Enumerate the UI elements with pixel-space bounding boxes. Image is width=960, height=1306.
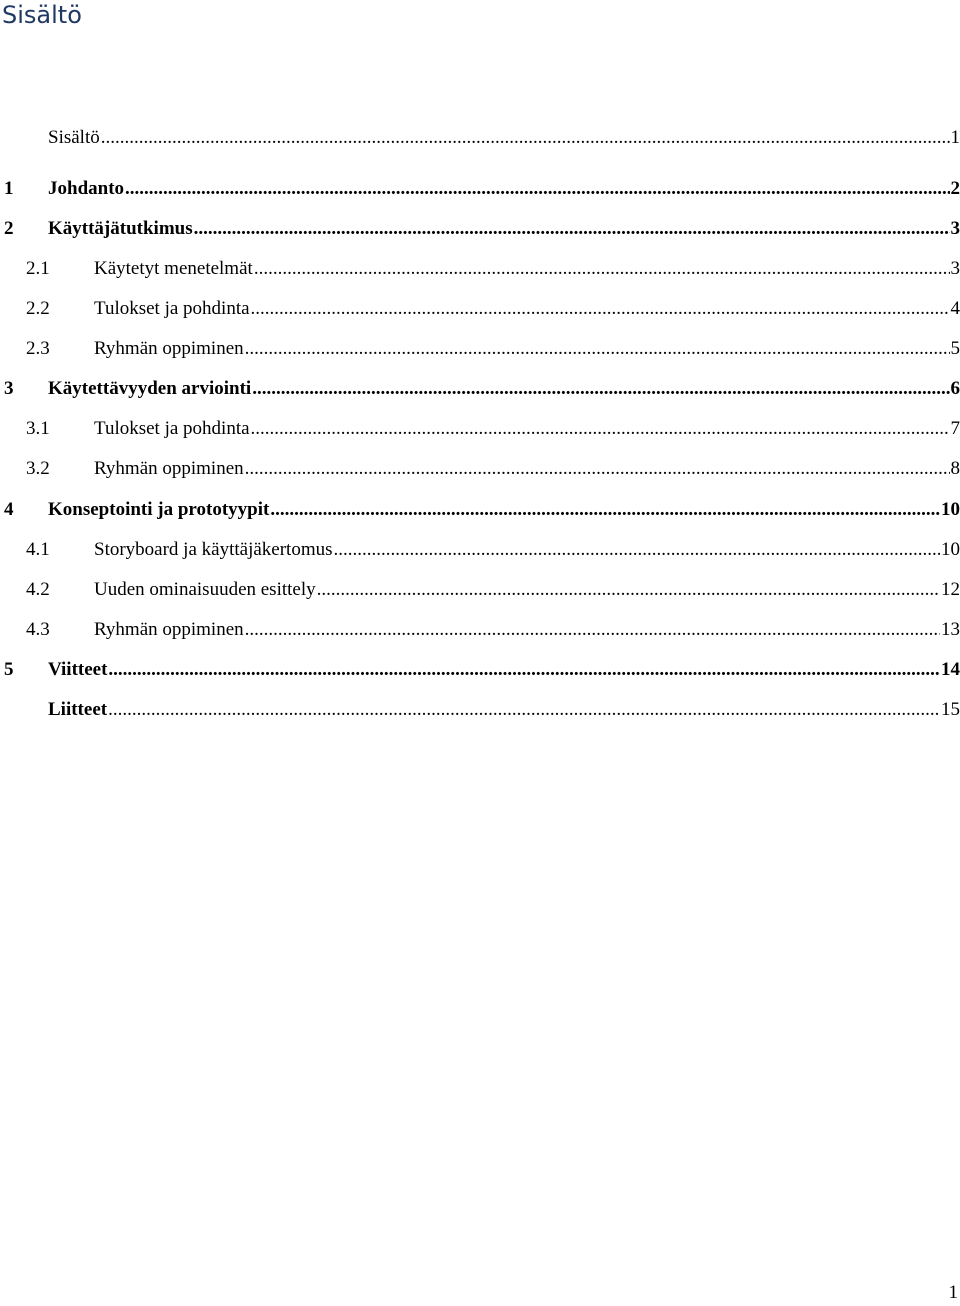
toc-entry-kayttajatutkimus[interactable] [0,216,960,242]
dot-leader [245,336,950,362]
page-number: 1 [948,1282,958,1303]
toc-entry-number: 3 [4,378,14,399]
toc-entry-title: Sisältö [48,127,100,148]
toc-entry-page: 12 [941,579,960,600]
toc-entry-page: 5 [950,338,960,359]
toc-entry-page: 7 [950,418,960,439]
toc-entry-page: 2 [950,178,960,199]
toc-entry-number: 2.2 [26,298,50,319]
dot-leader [251,416,950,442]
toc-entry-page: 3 [950,258,960,279]
toc-entry-4-1[interactable] [0,537,960,563]
toc-entry-2-3[interactable] [0,336,960,362]
toc-entry-number: 2.1 [26,258,50,279]
toc-entry-page: 10 [941,539,960,560]
toc-entry-title: Käytettävyyden arviointi [48,378,252,399]
dot-leader [252,376,949,402]
toc-entry-2-1[interactable] [0,256,960,282]
toc-entry-liitteet[interactable] [0,697,960,723]
toc-entry-kaytettavyyden-arviointi[interactable] [0,376,960,402]
toc-entry-page: 6 [950,378,960,399]
dot-leader [254,256,950,282]
dot-leader [108,697,940,723]
toc-entry-3-1[interactable] [0,416,960,442]
toc-entry-number: 4.1 [26,539,50,560]
toc-entry-number: 4 [4,499,14,520]
toc-entry-page: 13 [941,619,960,640]
toc-entry-number: 5 [4,659,14,680]
toc-entry-page: 1 [950,127,960,148]
toc-entry-title: Tulokset ja pohdinta [94,298,250,319]
page-title: Sisältö [2,1,82,29]
toc-entry-title: Ryhmän oppiminen [94,619,244,640]
toc-entry-title: Tulokset ja pohdinta [94,418,250,439]
toc-entry-page: 4 [950,298,960,319]
toc-entry-page: 8 [950,458,960,479]
dot-leader [125,176,949,202]
dot-leader [270,497,940,523]
toc-entry-4-2[interactable] [0,577,960,603]
toc-entry-number: 2.3 [26,338,50,359]
toc-entry-title: Johdanto [48,178,125,199]
toc-entry-number: 2 [4,218,14,239]
toc-entry-title: Ryhmän oppiminen [94,458,244,479]
toc-entry-johdanto[interactable] [0,176,960,202]
toc-entry-title: Uuden ominaisuuden esittely [94,579,316,600]
dot-leader [317,577,940,603]
toc-entry-title: Käyttäjätutkimus [48,218,193,239]
toc-entry-number: 3.2 [26,458,50,479]
toc-entry-title: Liitteet [48,699,108,720]
toc-entry-page: 10 [941,499,960,520]
toc-entry-number: 3.1 [26,418,50,439]
toc-entry-title: Ryhmän oppiminen [94,338,244,359]
dot-leader [251,296,950,322]
toc-entry-number: 4.2 [26,579,50,600]
dot-leader [245,456,950,482]
toc-entry-sisalto[interactable] [0,125,960,151]
dot-leader [108,657,940,683]
toc-entry-3-2[interactable] [0,456,960,482]
dot-leader [245,617,940,643]
dot-leader [194,216,950,242]
toc-entry-page: 15 [941,699,960,720]
toc-entry-page: 3 [950,218,960,239]
toc-entry-title: Konseptointi ja prototyypit [48,499,270,520]
toc-entry-viitteet[interactable] [0,657,960,683]
toc-entry-4-3[interactable] [0,617,960,643]
toc-entry-title: Viitteet [48,659,108,680]
toc-entry-number: 4.3 [26,619,50,640]
dot-leader [334,537,941,563]
dot-leader [101,125,950,151]
toc-entry-page: 14 [941,659,960,680]
toc-entry-2-2[interactable] [0,296,960,322]
toc-entry-title: Storyboard ja käyttäjäkertomus [94,539,333,560]
toc-entry-title: Käytetyt menetelmät [94,258,253,279]
toc-entry-number: 1 [4,178,14,199]
toc-entry-konseptointi[interactable] [0,497,960,523]
